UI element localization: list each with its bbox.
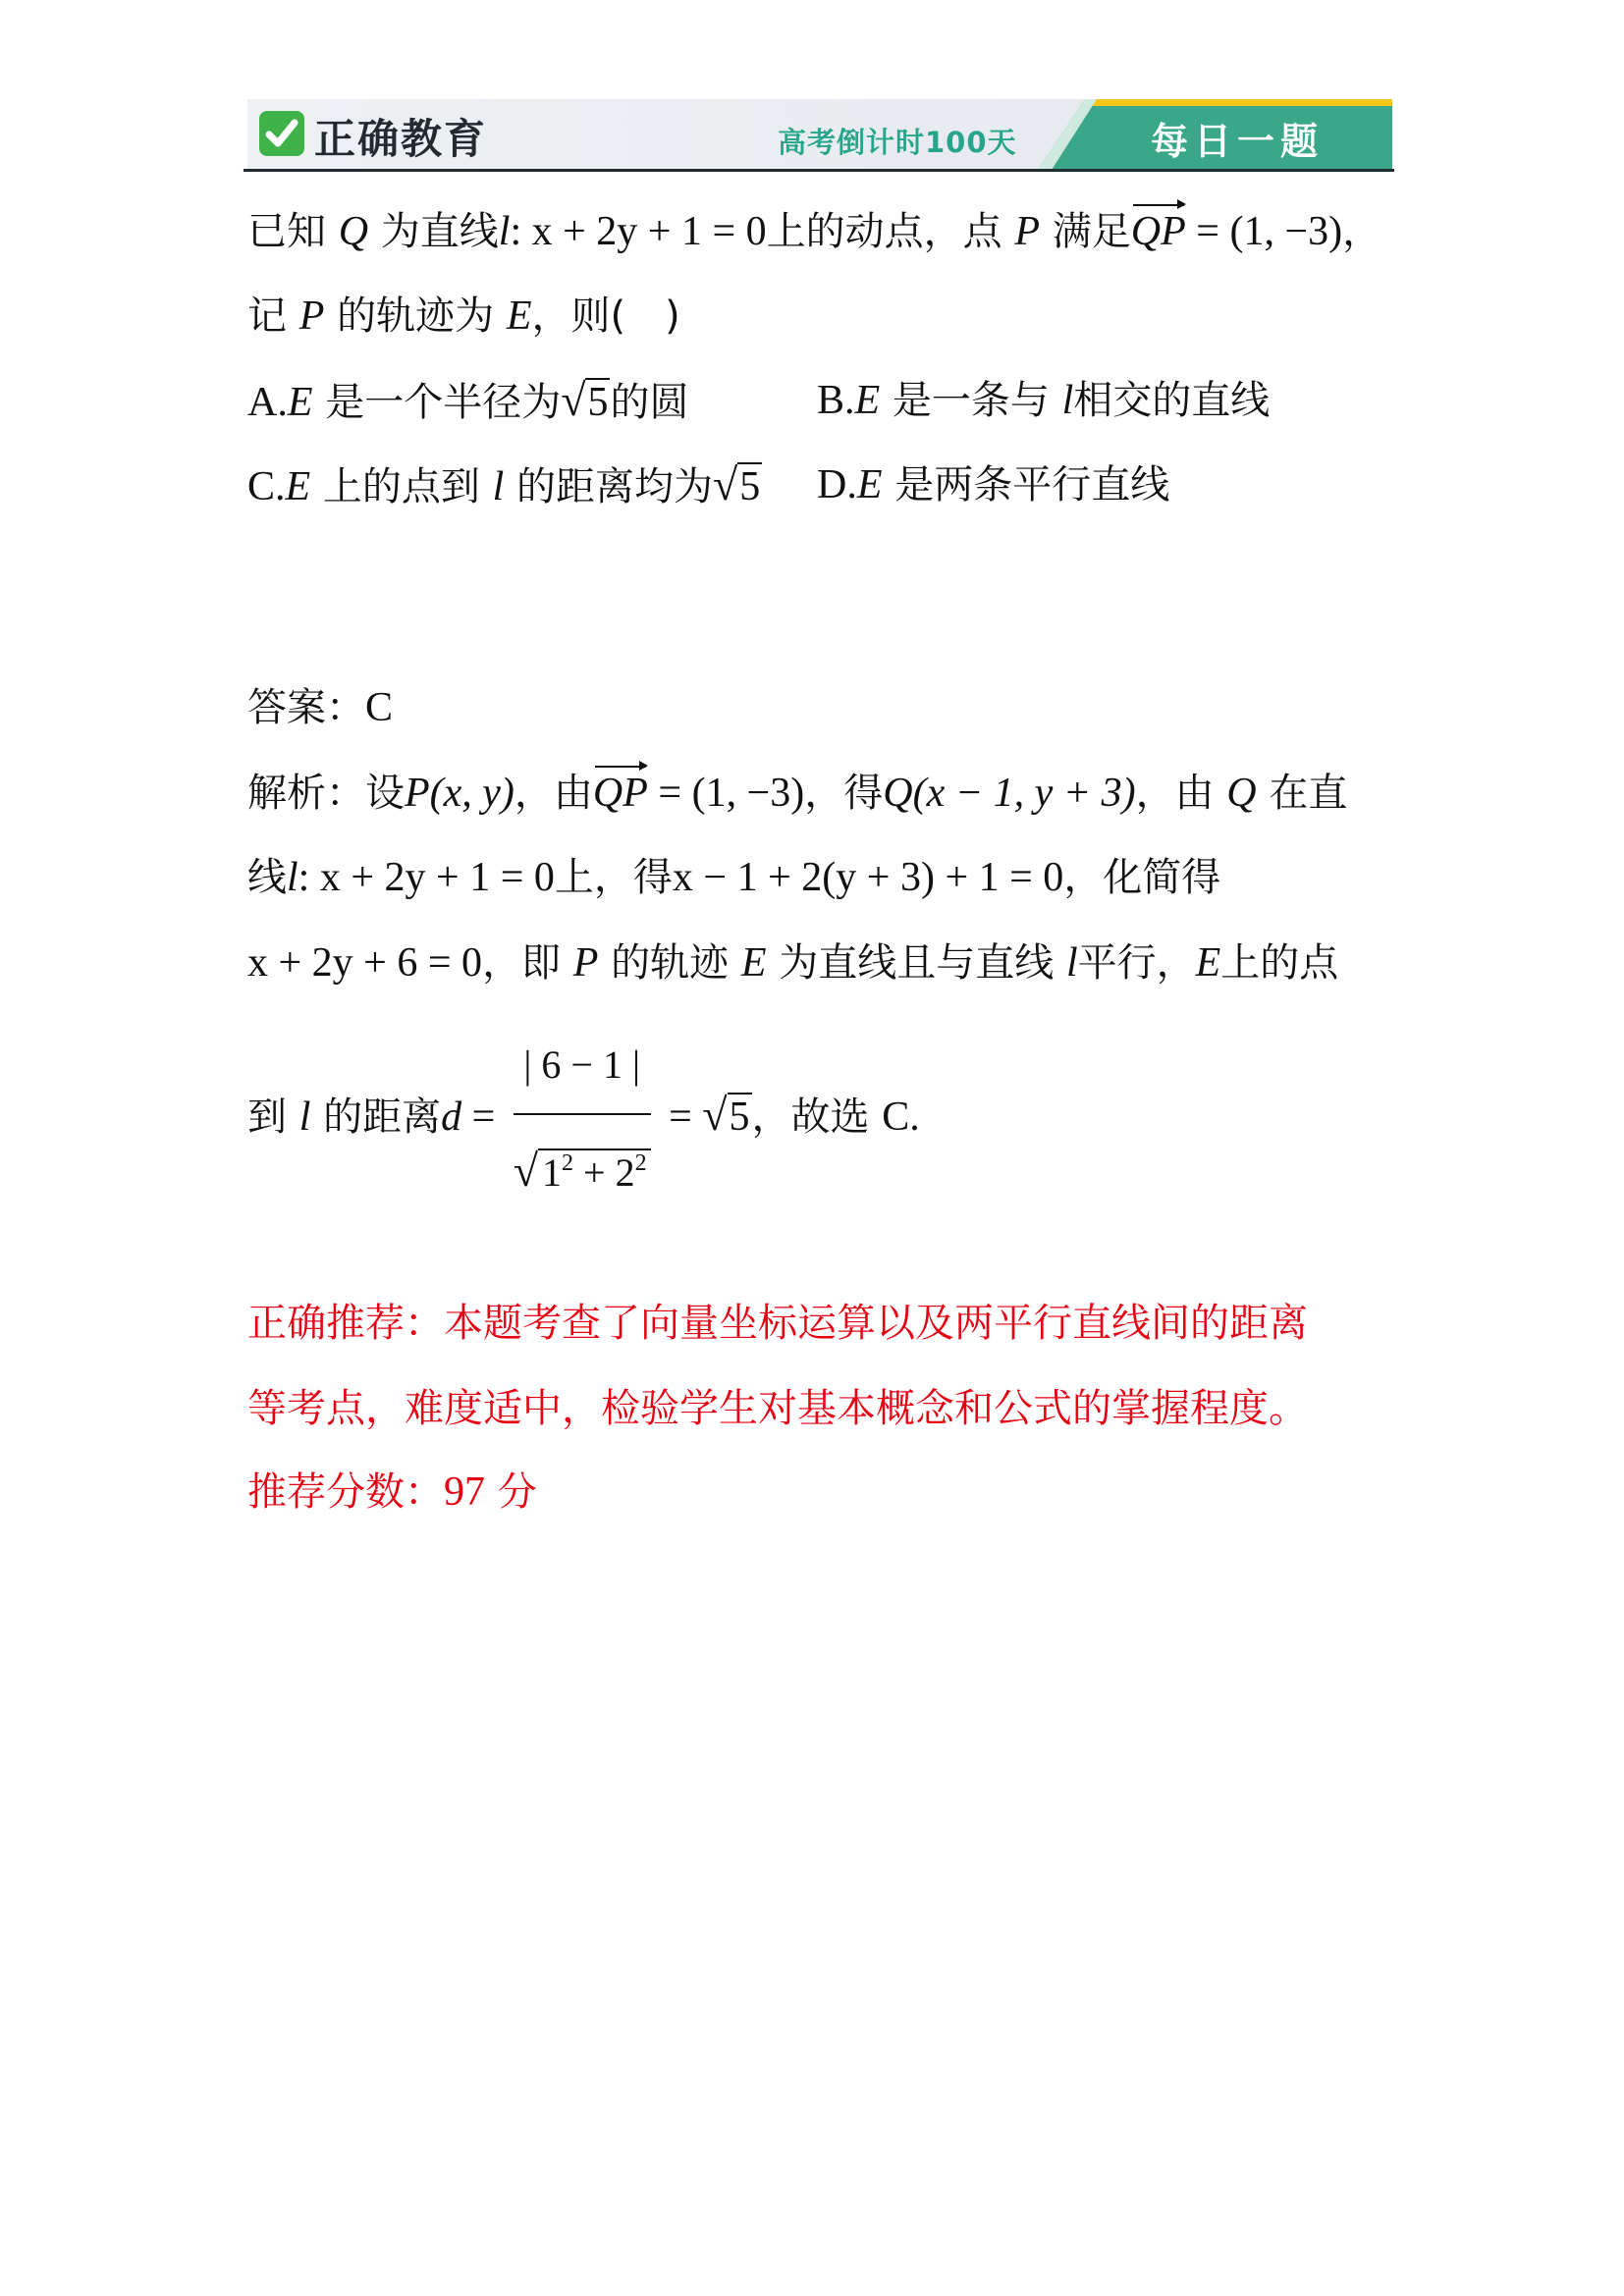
option-a — [247, 377, 688, 426]
a-text: ，故选 — [751, 1095, 870, 1140]
option-text: 的圆 — [610, 380, 689, 425]
option-text: 的距离均为 — [516, 464, 713, 509]
q-text: 满足 — [1052, 209, 1131, 254]
q-var: E — [506, 294, 532, 339]
a-text: 在直 — [1269, 771, 1348, 816]
a-text: 上的点 — [1220, 940, 1339, 986]
option-var: E — [854, 378, 881, 423]
a-var: P — [572, 940, 599, 986]
a-math: Q(x − 1, y + 3) — [883, 771, 1136, 816]
a-text: 的轨迹 — [611, 940, 730, 986]
option-var: E — [287, 380, 313, 425]
option-text: 相交的直线 — [1073, 378, 1271, 423]
option-text: 是一个半径为 — [325, 380, 562, 425]
score-label: 推荐分数： — [247, 1469, 444, 1515]
analysis-line-1 — [247, 770, 1347, 817]
option-label: A. — [247, 380, 288, 425]
answer-line — [247, 684, 393, 731]
a-text: 为直线且与直线 — [779, 940, 1055, 986]
a-text: ，得 — [804, 771, 884, 816]
q-text: 的轨迹为 — [337, 294, 495, 339]
a-math: C. — [882, 1095, 920, 1140]
a-text: 线 — [247, 855, 287, 900]
a-math: = (1, −3) — [647, 771, 805, 816]
option-text: 上的点到 — [322, 464, 480, 509]
score-unit: 分 — [497, 1469, 537, 1515]
answer-value: C — [365, 685, 394, 730]
a-var: E — [740, 940, 767, 986]
a-var: l — [1065, 940, 1078, 986]
check-icon — [259, 111, 304, 156]
option-text: 是两条平行直线 — [894, 462, 1170, 507]
q-var: P — [298, 294, 325, 339]
analysis-line-4 — [247, 1021, 920, 1217]
question-line-2 — [247, 293, 680, 340]
a-math: P(x, y) — [405, 771, 514, 816]
analysis-line-2 — [247, 854, 1220, 901]
option-label: C. — [247, 464, 286, 509]
option-label: D. — [817, 462, 857, 507]
recommend-line-2: 等考点，难度适中，检验学生对基本概念和公式的掌握程度。 — [247, 1386, 1308, 1431]
sqrt-expression: √5 — [713, 459, 761, 509]
a-text: 平行， — [1077, 940, 1196, 986]
a-var: Q — [1226, 771, 1257, 816]
fraction-numerator: | 6 − 1 | — [514, 1021, 651, 1115]
header-divider — [244, 169, 1394, 172]
q-text: ， — [1342, 209, 1382, 254]
sqrt-expression: √5 — [561, 375, 609, 425]
fraction-denominator: √ $1^2 + 2^2$ — [514, 1115, 651, 1217]
a-var: E — [1195, 940, 1221, 986]
recommend-line-1: 正确推荐：本题考查了向量坐标运算以及两平行直线间的距离 — [247, 1301, 1308, 1346]
daily-tag: 每日一题 — [1151, 120, 1325, 163]
header-banner — [247, 99, 1392, 170]
brand-name: 正确教育 — [314, 115, 488, 163]
q-text: ，则( ) — [531, 294, 680, 339]
a-text: 的距离 — [323, 1095, 442, 1140]
vector-qp: QP — [592, 771, 648, 816]
q-var: l — [498, 209, 511, 254]
q-equation: : x + 2y + 1 = 0 — [510, 209, 767, 254]
a-text: ，即 — [482, 940, 562, 986]
a-math: x + 2y + 6 = 0 — [247, 940, 483, 986]
option-var: l — [1061, 378, 1074, 423]
option-text: 是一条与 — [892, 378, 1050, 423]
recommend-score-line — [247, 1468, 537, 1516]
sqrt-expression: √5 — [702, 1090, 750, 1140]
option-var: E — [856, 462, 883, 507]
distance-fraction — [514, 1021, 651, 1217]
a-math: = — [461, 1095, 506, 1140]
a-math: x − 1 + 2(y + 3) + 1 = 0 — [672, 855, 1064, 900]
question-line-1 — [247, 208, 1381, 255]
a-text: ，化简得 — [1063, 855, 1221, 900]
answer-label: 答案： — [247, 685, 365, 730]
a-var: d — [441, 1095, 462, 1140]
q-vector-value: = (1, −3) — [1185, 209, 1343, 254]
a-text: ，由 — [514, 771, 593, 816]
option-var: E — [285, 464, 311, 509]
a-var: l — [287, 855, 298, 900]
q-text: 记 — [247, 294, 287, 339]
analysis-line-3 — [247, 939, 1338, 987]
a-text: 到 — [247, 1095, 287, 1140]
option-label: B. — [817, 378, 855, 423]
q-text: 已知 — [247, 209, 326, 254]
a-math: = — [658, 1095, 703, 1140]
vector-qp: QP — [1130, 209, 1186, 254]
q-var: Q — [338, 209, 369, 254]
q-var: P — [1014, 209, 1041, 254]
score-value: 97 — [444, 1469, 485, 1515]
option-d — [817, 461, 1169, 508]
a-text: 上，得 — [554, 855, 673, 900]
a-text: 解析：设 — [247, 771, 405, 816]
a-var: l — [298, 1095, 311, 1140]
option-var: l — [492, 464, 505, 509]
q-text: 上的动点，点 — [766, 209, 1002, 254]
option-b — [817, 377, 1270, 424]
countdown-text: 高考倒计时100天 — [778, 126, 1017, 159]
q-text: 为直线 — [380, 209, 499, 254]
a-math: : x + 2y + 1 = 0 — [298, 855, 555, 900]
a-text: ，由 — [1135, 771, 1215, 816]
option-c — [247, 461, 762, 510]
